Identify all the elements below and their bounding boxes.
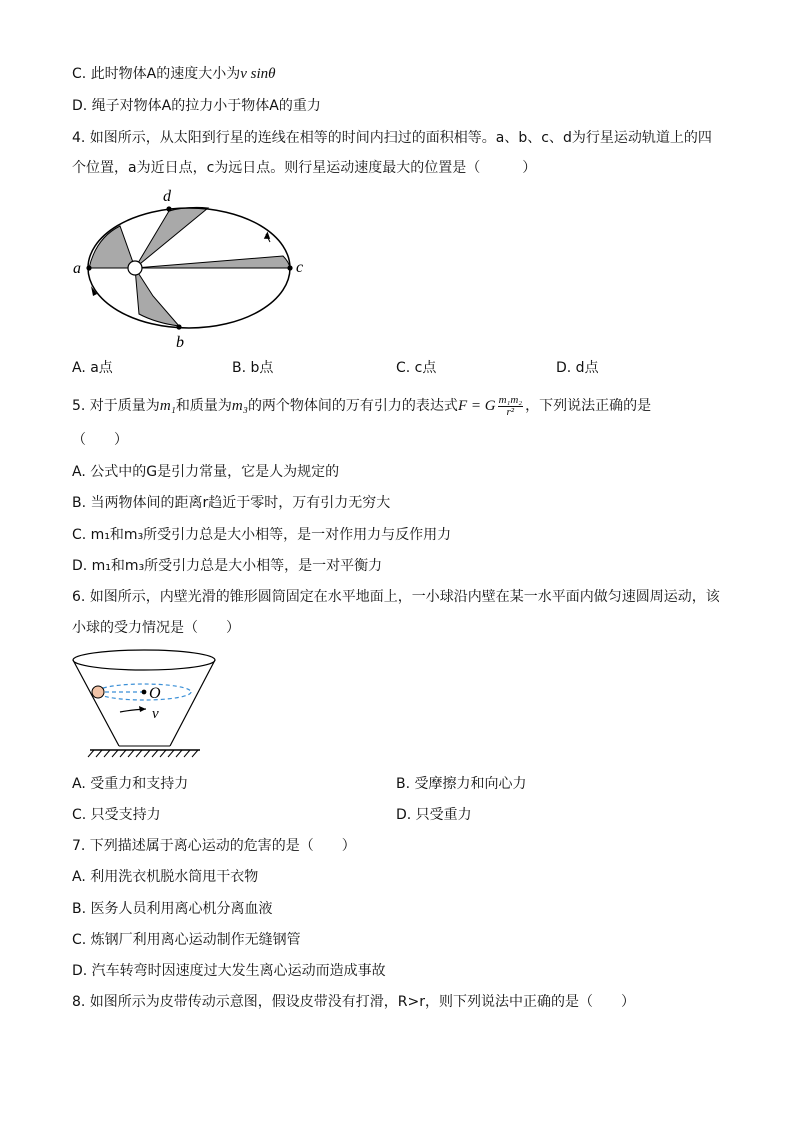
label-b: b xyxy=(176,334,184,351)
q5-stem-line2: （ ） xyxy=(72,432,128,448)
sector-c xyxy=(135,256,290,268)
q6-option-a: A. 受重力和支持力 xyxy=(72,776,189,792)
q7-option-c: C. 炼钢厂利用离心运动制作无缝钢管 xyxy=(72,932,301,948)
ball xyxy=(92,686,104,698)
q7-option-b: B. 医务人员利用离心机分离血液 xyxy=(72,901,273,917)
label-a: a xyxy=(73,260,81,277)
symbol-m3: m₃ xyxy=(231,398,248,414)
stem-text: 的两个物体间的万有引力的表达式 xyxy=(247,398,458,414)
label-v: v xyxy=(152,706,159,722)
q5-option-a: A. 公式中的G是引力常量，它是人为规定的 xyxy=(72,464,340,480)
q4-option-b: B. b点 xyxy=(232,360,274,376)
option-formula: v sinθ xyxy=(240,66,276,82)
q5-option-d: D. m₁和m₃所受引力总是大小相等，是一对平衡力 xyxy=(72,558,383,574)
fraction-numerator: m₁m₂ xyxy=(498,393,523,406)
option-label: C. xyxy=(72,66,91,82)
option-text: 绳子对物体A的拉力小于物体A的重力 xyxy=(91,98,321,114)
formula-lhs: F = G xyxy=(457,398,496,414)
q4-stem-line1: 4. 如图所示，从太阳到行星的连线在相等的时间内扫过的面积相等。a、b、c、d为行星运动轨道上的四 xyxy=(72,130,712,146)
label-O: O xyxy=(149,685,161,702)
sector-d xyxy=(135,207,208,268)
sector-a xyxy=(89,226,135,268)
q6-option-c: C. 只受支持力 xyxy=(72,807,161,823)
point-b xyxy=(176,324,181,329)
q6-cone-figure xyxy=(72,646,222,762)
label-d: d xyxy=(163,188,171,205)
q7-stem: 7. 下列描述属于离心运动的危害的是（ ） xyxy=(72,838,356,854)
q4-option-d: D. d点 xyxy=(556,360,599,376)
stem-text: 5. 对于质量为 xyxy=(72,398,160,414)
q6-option-d: D. 只受重力 xyxy=(396,807,472,823)
formula-fraction xyxy=(498,395,524,418)
q5-stem-line1 xyxy=(72,392,651,420)
label-c: c xyxy=(296,259,304,276)
q6-option-b: B. 受摩擦力和向心力 xyxy=(396,776,527,792)
q6-stem-line1: 6. 如图所示，内壁光滑的锥形圆筒固定在水平地面上，一小球沿内壁在某一水平面内做匀速圆周运动，该 xyxy=(72,589,720,605)
q7-option-a: A. 利用洗衣机脱水筒甩干衣物 xyxy=(72,869,259,885)
option-text: 此时物体A的速度大小为 xyxy=(90,66,241,82)
symbol-m1: m₁ xyxy=(159,398,176,414)
q8-stem: 8. 如图所示为皮带传动示意图，假设皮带没有打滑，R>r，则下列说法中正确的是（ ） xyxy=(72,994,636,1010)
q6-stem-line2: 小球的受力情况是（ ） xyxy=(72,620,240,636)
sector-b xyxy=(135,268,179,326)
q4-option-a: A. a点 xyxy=(72,360,113,376)
stem-text: 和质量为 xyxy=(175,398,232,414)
point-a xyxy=(86,265,91,270)
point-d xyxy=(166,206,171,211)
fraction-denominator: r² xyxy=(506,405,515,418)
q5-option-b: B. 当两物体间的距离r趋近于零时，万有引力无穷大 xyxy=(72,495,391,511)
q4-orbit-figure xyxy=(66,186,306,354)
point-c xyxy=(287,265,292,270)
q4-stem-line2: 个位置，a为近日点，c为远日点。则行星运动速度最大的位置是（ ） xyxy=(72,160,537,176)
stem-text: ，下列说法正确的是 xyxy=(525,398,652,414)
q3-option-d xyxy=(72,96,321,116)
q4-option-c: C. c点 xyxy=(396,360,437,376)
q3-option-c xyxy=(72,64,276,84)
option-label: D. xyxy=(72,98,92,114)
sun xyxy=(128,261,142,275)
cone-rim xyxy=(73,650,215,670)
center-point xyxy=(142,690,147,695)
q5-option-c: C. m₁和m₃所受引力总是大小相等，是一对作用力与反作用力 xyxy=(72,527,452,543)
q7-option-d: D. 汽车转弯时因速度过大发生离心运动而造成事故 xyxy=(72,963,386,979)
